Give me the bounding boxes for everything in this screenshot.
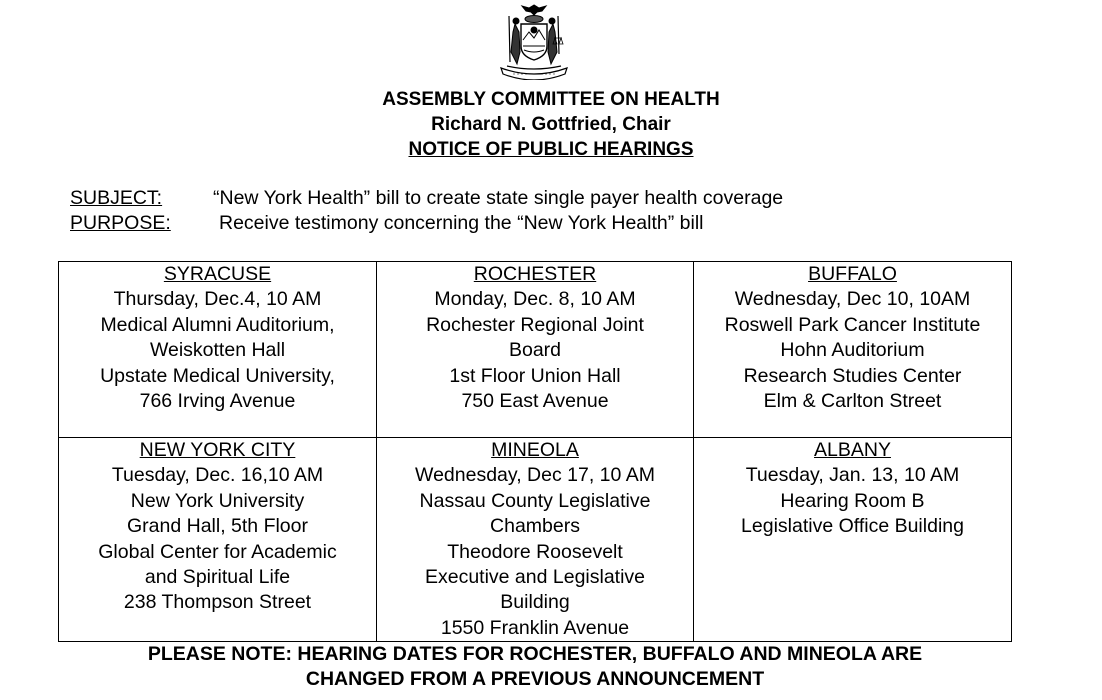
- hearing-location: 1st Floor Union Hall: [449, 364, 621, 387]
- hearing-location: Hohn Auditorium: [780, 339, 925, 362]
- hearing-location: Nassau County Legislative: [419, 489, 651, 512]
- hearing-city: ALBANY: [814, 439, 891, 461]
- hearing-address: 238 Thompson Street: [123, 591, 312, 614]
- eagle-icon: [522, 5, 546, 15]
- hearing-location: Legislative Office Building: [741, 515, 964, 538]
- hearing-location: Weiskotten Hall: [149, 339, 286, 362]
- hearing-date: Tuesday, Jan. 13, 10 AM: [745, 464, 960, 487]
- hearing-location: Chambers: [490, 515, 580, 538]
- hearing-city: ROCHESTER: [473, 263, 597, 285]
- hearings-table: [58, 261, 1012, 642]
- hearing-location: Rochester Regional Joint: [426, 313, 644, 336]
- purpose-text: Receive testimony concerning the “New York Health” bill: [219, 212, 704, 234]
- hearing-location: Board: [508, 339, 562, 362]
- hearing-location: New York University: [130, 489, 305, 512]
- hearing-address: 1550 Franklin Avenue: [440, 616, 630, 639]
- hearing-location: Executive and Legislative: [424, 566, 646, 589]
- hearing-location: Hearing Room B: [780, 489, 925, 512]
- hearings-row: [59, 438, 1012, 642]
- please-note: [0, 642, 1070, 692]
- hearing-location: Roswell Park Cancer Institute: [724, 313, 981, 336]
- hearing-date: Wednesday, Dec 17, 10 AM: [415, 464, 655, 487]
- purpose-label: PURPOSE:: [70, 212, 171, 234]
- hearing-city: MINEOLA: [491, 439, 579, 461]
- hearing-city: BUFFALO: [808, 263, 897, 285]
- hearing-cell-albany: [694, 438, 1012, 642]
- note-line: PLEASE NOTE: HEARING DATES FOR ROCHESTER, BUFFALO AND MINEOLA ARE: [147, 643, 923, 665]
- hearing-location: Upstate Medical University,: [100, 364, 335, 387]
- hearing-address: 766 Irving Avenue: [139, 390, 296, 413]
- hearing-cell-buffalo: [694, 262, 1012, 438]
- subject-row: [70, 186, 783, 211]
- hearing-date: Monday, Dec. 8, 10 AM: [434, 288, 636, 311]
- notice-title: NOTICE OF PUBLIC HEARINGS: [408, 139, 694, 160]
- hearing-cell-new-york-city: [59, 438, 377, 642]
- hearing-date: Wednesday, Dec 10, 10AM: [734, 288, 971, 311]
- hearing-location: Global Center for Academic: [98, 540, 337, 563]
- subject-label: SUBJECT:: [70, 187, 163, 209]
- hearing-location: Research Studies Center: [743, 364, 962, 387]
- subject-block: [70, 186, 783, 236]
- hearing-date: Tuesday, Dec. 16,10 AM: [111, 464, 324, 487]
- hearing-city: NEW YORK CITY: [139, 439, 296, 461]
- hearing-cell-rochester: [377, 262, 694, 438]
- purpose-row: [70, 211, 783, 236]
- hearing-location: Medical Alumni Auditorium,: [100, 313, 335, 336]
- new-york-state-seal: [491, 2, 577, 80]
- hearing-city: SYRACUSE: [163, 263, 272, 285]
- hearing-location: Building: [500, 591, 570, 614]
- hearing-address: 750 East Avenue: [461, 390, 609, 413]
- subject-text: “New York Health” bill to create state single payer health coverage: [213, 187, 784, 209]
- note-line: CHANGED FROM A PREVIOUS ANNOUNCEMENT: [305, 668, 765, 690]
- hearing-location: and Spiritual Life: [144, 566, 291, 589]
- header: [0, 87, 1102, 162]
- hearing-date: Thursday, Dec.4, 10 AM: [113, 288, 322, 311]
- hearing-location: Grand Hall, 5th Floor: [127, 515, 308, 538]
- hearings-row: [59, 262, 1012, 438]
- chair-name: Richard N. Gottfried, Chair: [431, 114, 671, 135]
- hearing-cell-mineola: [377, 438, 694, 642]
- committee-title: ASSEMBLY COMMITTEE ON HEALTH: [382, 89, 720, 110]
- hearing-location: Theodore Roosevelt: [447, 540, 623, 563]
- hearing-cell-syracuse: [59, 262, 377, 438]
- hearing-address: Elm & Carlton Street: [763, 390, 942, 413]
